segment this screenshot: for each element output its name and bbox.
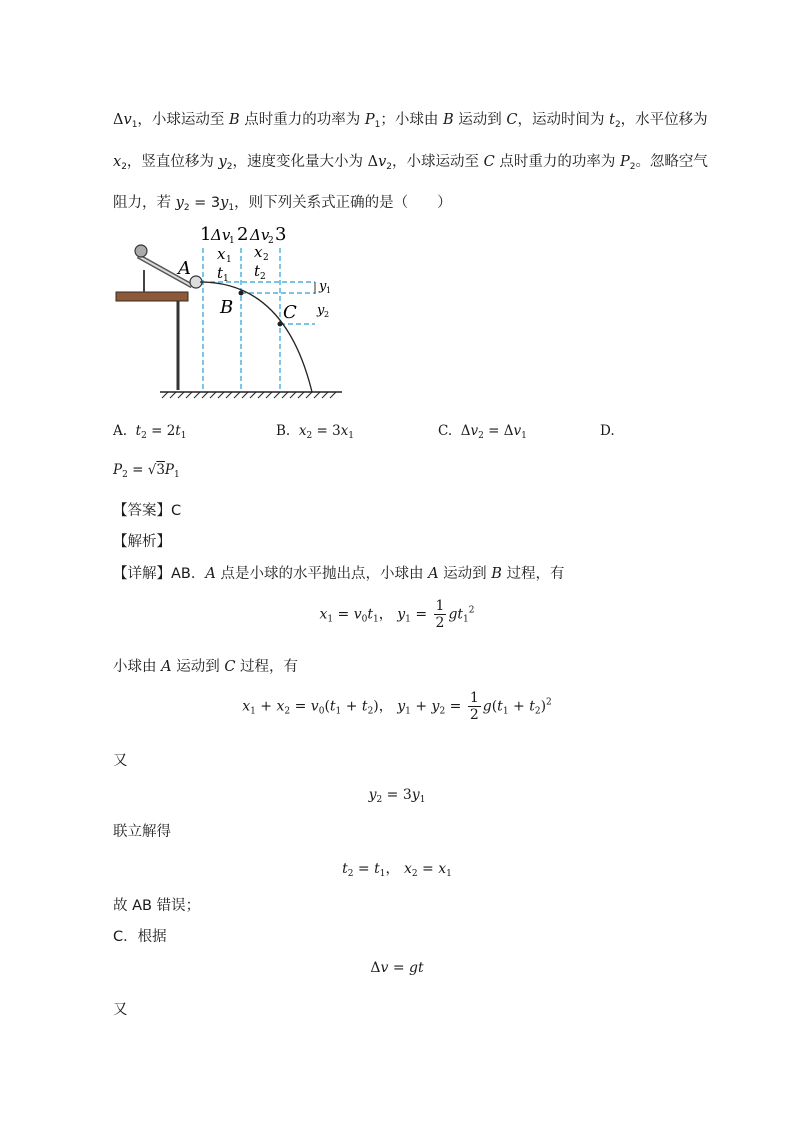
label-x1: x bbox=[217, 245, 226, 263]
option-d-formula: $P_2 = √3P_1$ bbox=[113, 462, 180, 480]
detail-line-1: 【详解】AB．A 点是小球的水平抛出点，小球由 A 运动到 B 过程，有 bbox=[113, 566, 565, 582]
problem-line-2: $x_2$，竖直位移为 $y_2$，速度变化量大小为 $\Delta v_2$，小球运动至 C 点时重力的功率为 $P_2$。忽略空气 bbox=[113, 154, 708, 172]
equation-3: $y_2 = 3y_1$ bbox=[368, 787, 426, 805]
label-B: B bbox=[220, 297, 234, 318]
analysis-heading: 【解析】 bbox=[113, 534, 171, 550]
trajectory bbox=[200, 282, 312, 392]
label-t1: t bbox=[217, 264, 224, 282]
svg-text:1: 1 bbox=[326, 286, 332, 295]
svg-text:1: 1 bbox=[226, 255, 232, 265]
table-top bbox=[116, 292, 188, 301]
option-b[interactable]: B. $x_2 = 3x_1$ bbox=[276, 423, 355, 441]
label-1: 1 bbox=[200, 224, 212, 245]
label-2: 2 bbox=[237, 224, 249, 245]
option-d[interactable]: D. bbox=[600, 423, 615, 439]
label-A: A bbox=[178, 258, 191, 279]
equation-2: $x_1 + x_2 = v_0(t_1 + t_2)$， $y_1 + y_2$ = $\frac{1}{2}$ $g(t_1 + t_2)^2$ bbox=[242, 690, 552, 723]
point-b bbox=[239, 291, 244, 296]
equation-1: $x_1 = v_0t_1$， $y_1$ = $\frac{1}{2}$ $gt_1^2$ bbox=[319, 598, 475, 631]
ball-top bbox=[135, 245, 147, 257]
option-a[interactable]: A. $t_2 = 2t_1$ bbox=[113, 423, 187, 441]
projectile-figure bbox=[110, 220, 350, 410]
label-x2: x bbox=[254, 243, 263, 261]
label-y1: y bbox=[319, 279, 327, 294]
label-dv2: Δv bbox=[250, 226, 270, 244]
svg-text:1: 1 bbox=[229, 236, 235, 246]
label-y2: y bbox=[317, 303, 325, 318]
label-C: C bbox=[283, 302, 297, 323]
option-c[interactable]: C. $\Delta v_2 = \Delta v_1$ bbox=[438, 423, 527, 441]
detail-line-5: 故 AB 错误； bbox=[113, 898, 201, 914]
label-3: 3 bbox=[275, 224, 287, 245]
equation-4: $t_2 = t_1$， $x_2 = x_1$ bbox=[342, 861, 452, 879]
point-c bbox=[278, 322, 283, 327]
label-dv1: Δv bbox=[211, 226, 231, 244]
equation-5: Δv = gt bbox=[370, 960, 424, 976]
svg-text:2: 2 bbox=[260, 272, 266, 282]
problem-line-1: $\Delta v_1$，小球运动至 B 点时重力的功率为 $P_1$；小球由 B 运动到 C，运动时间为 $t_2$，水平位移为 bbox=[113, 112, 708, 130]
label-t2: t bbox=[254, 262, 261, 280]
svg-text:2: 2 bbox=[324, 310, 330, 319]
problem-line-3: 阻力，若 $y_2 = 3y_1$，则下列关系式正确的是（ ） bbox=[113, 195, 452, 213]
detail-line-7: 又 bbox=[113, 1002, 128, 1018]
svg-text:1: 1 bbox=[223, 274, 229, 284]
detail-line-2: 小球由 A 运动到 C 过程，有 bbox=[113, 659, 299, 675]
answer-line: 【答案】C bbox=[113, 503, 182, 519]
detail-line-4: 联立解得 bbox=[113, 824, 171, 840]
svg-text:2: 2 bbox=[268, 236, 274, 246]
detail-line-3: 又 bbox=[113, 753, 128, 769]
svg-text:2: 2 bbox=[263, 253, 269, 263]
detail-line-6: C．根据 bbox=[113, 929, 167, 945]
